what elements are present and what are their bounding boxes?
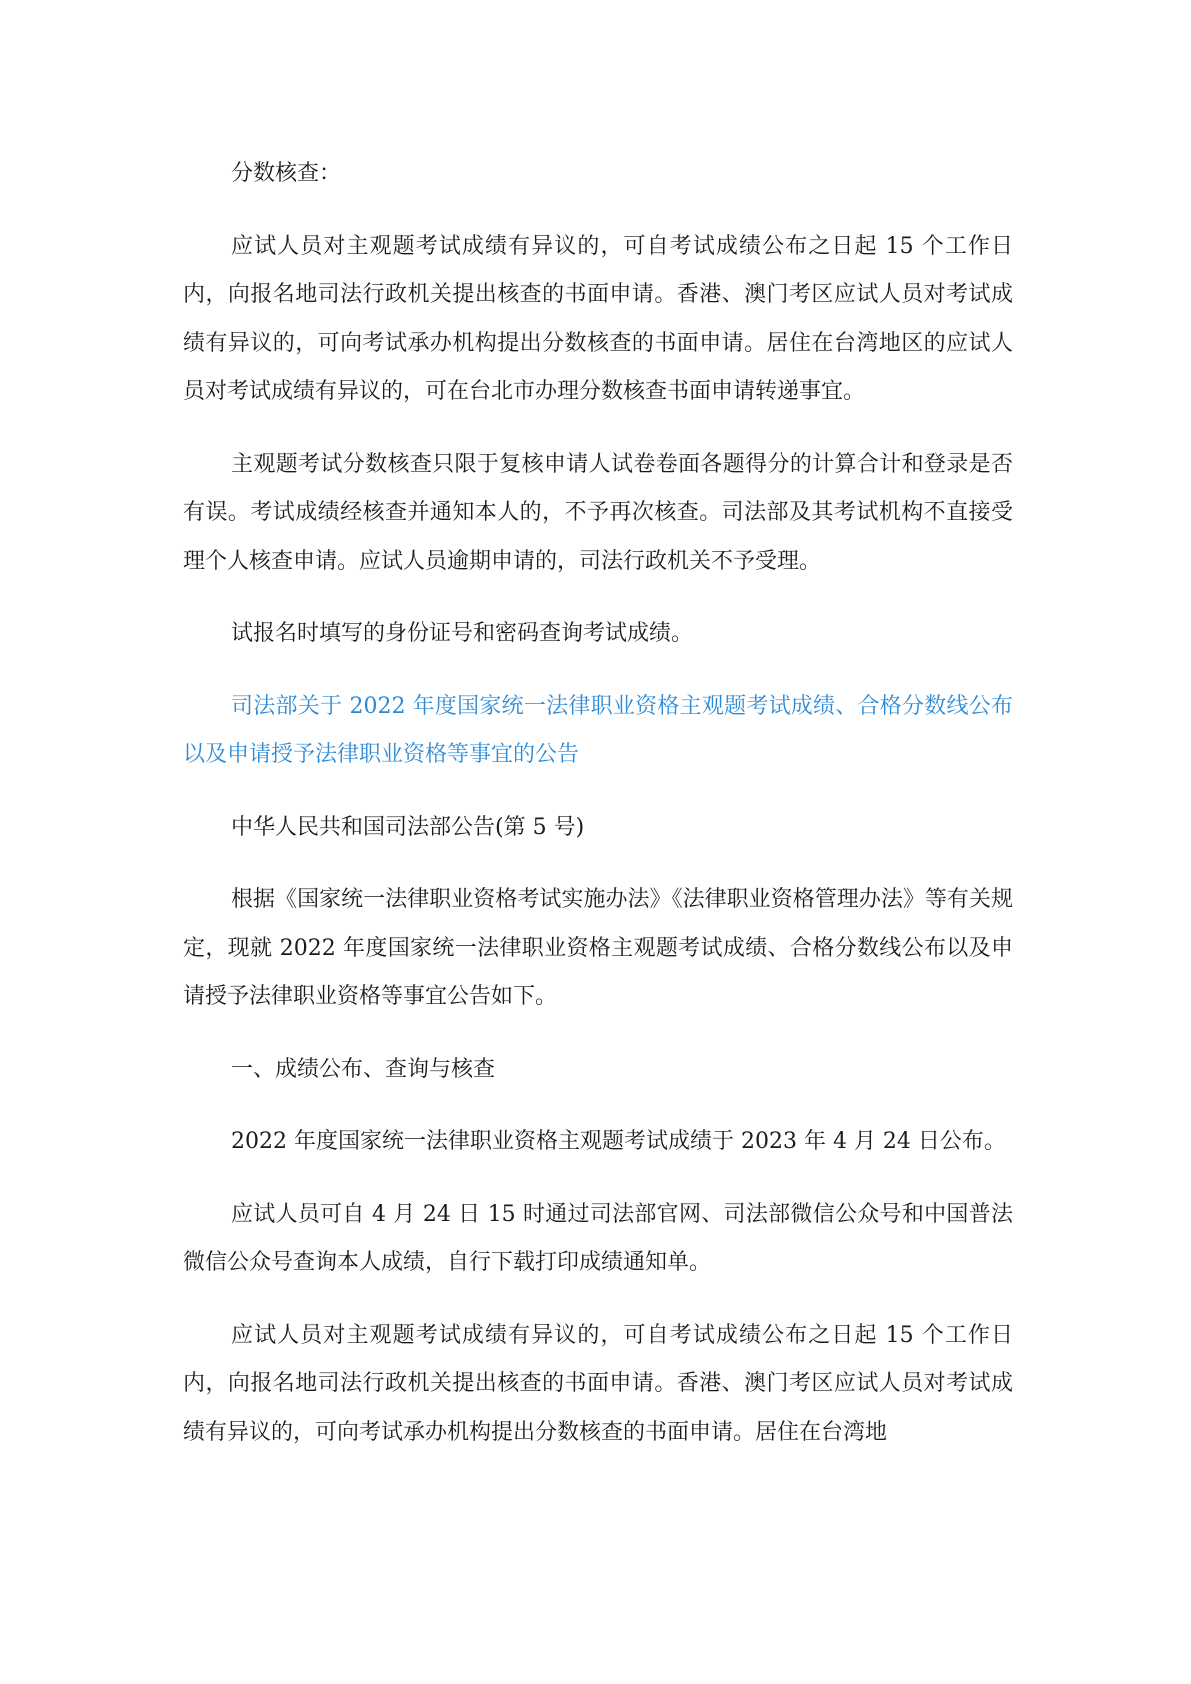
- paragraph-score-objection-repeat: 应试人员对主观题考试成绩有异议的，可自考试成绩公布之日起 15 个工作日内，向报名地司法行政机关提出核查的书面申请。香港、澳门考区应试人员对考试成绩有异议的，可向考试承办机构提出分数核查的书面申请。居住在台湾地: [183, 1322, 1013, 1445]
- paragraph-publication-date: 2022 年度国家统一法律职业资格主观题考试成绩于 2023 年 4 月 24 日公布。: [231, 1129, 1006, 1154]
- paragraph-query-method: 试报名时填写的身份证号和密码查询考试成绩。: [231, 621, 694, 646]
- section-heading-score-publication: 一、成绩公布、查询与核查: [231, 1056, 496, 1082]
- paragraph-query-channels: 应试人员可自 4 月 24 日 15 时通过司法部官网、司法部微信公众号和中国普法微信公众号查询本人成绩，自行下载打印成绩通知单。: [183, 1201, 1013, 1275]
- paragraph-score-objection: 应试人员对主观题考试成绩有异议的，可自考试成绩公布之日起 15 个工作日内，向报名地司法行政机关提出核查的书面申请。香港、澳门考区应试人员对考试成绩有异议的，可向考试承办机构提出分数核查的书面申请。居住在台湾地区的应试人员对考试成绩有异议的，可在台北市办理分数核查书面申请转递事宜。: [183, 233, 1013, 404]
- paragraph-announcement-number: 中华人民共和国司法部公告(第 5 号): [231, 814, 585, 840]
- document-page: [183, 150, 1013, 1481]
- announcement-title-link[interactable]: 司法部关于 2022 年度国家统一法律职业资格主观题考试成绩、合格分数线公布以及申请授予法律职业资格等事宜的公告: [183, 693, 1013, 767]
- paragraph-score-review-heading: 分数核查：: [231, 161, 342, 186]
- paragraph-legal-basis: 根据《国家统一法律职业资格考试实施办法》《法律职业资格管理办法》等有关规定，现就 2022 年度国家统一法律职业资格主观题考试成绩、合格分数线公布以及申请授予法律职业资格等事宜公告如下。: [183, 887, 1013, 1009]
- paragraph-review-scope: 主观题考试分数核查只限于复核申请人试卷卷面各题得分的计算合计和登录是否有误。考试成绩经核查并通知本人的，不予再次核查。司法部及其考试机构不直接受理个人核查申请。应试人员逾期申请的，司法行政机关不予受理。: [183, 451, 1013, 574]
